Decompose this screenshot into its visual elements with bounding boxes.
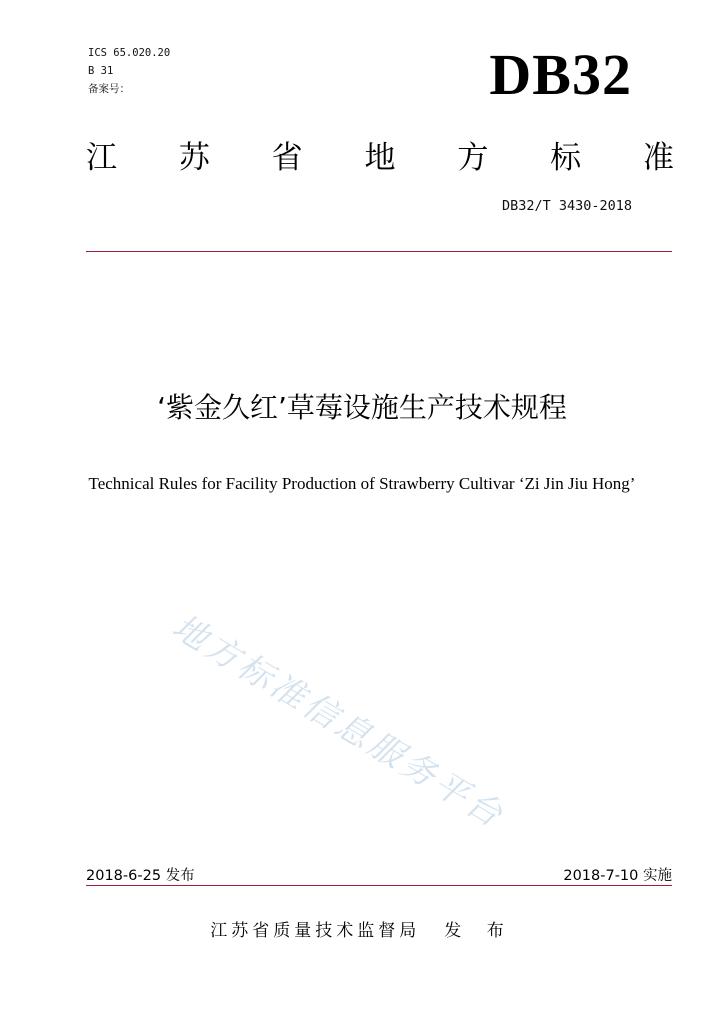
footer-divider	[86, 885, 672, 886]
issuer-line	[0, 916, 724, 941]
standard-type-char: 地	[364, 140, 396, 176]
standard-type-char: 方	[457, 140, 489, 176]
document-title-cn: ‘紫金久红’草莓设施生产技术规程	[157, 391, 567, 424]
standard-number: DB32/T 3430-2018	[501, 198, 632, 214]
publish-date: 2018-6-25 发布	[86, 868, 195, 884]
filing-number-label: 备案号：	[88, 83, 130, 95]
issue-action: 发 布	[444, 921, 514, 941]
standard-type-char: 准	[642, 140, 674, 176]
standard-type-title	[86, 132, 674, 177]
standard-type-char: 标	[550, 140, 582, 176]
header-divider	[86, 251, 672, 252]
watermark: 地方标准信息服务平台	[165, 606, 512, 837]
classification-block	[88, 44, 170, 98]
document-title-en: Technical Rules for Facility Production of Strawberry Cultivar ‘Zi Jin Jiu Hong’	[88, 474, 636, 493]
implement-date: 2018-7-10 实施	[563, 868, 672, 884]
ics-code: ICS 65.020.20	[88, 47, 171, 59]
date-row	[86, 864, 672, 885]
ccs-code: B 31	[88, 65, 114, 77]
standard-type-char: 江	[86, 140, 117, 176]
standard-type-char: 省	[271, 140, 303, 176]
standard-code: DB32	[489, 42, 632, 107]
issuer-name: 江苏省质量技术监督局	[210, 921, 421, 941]
standard-type-char: 苏	[178, 140, 210, 176]
